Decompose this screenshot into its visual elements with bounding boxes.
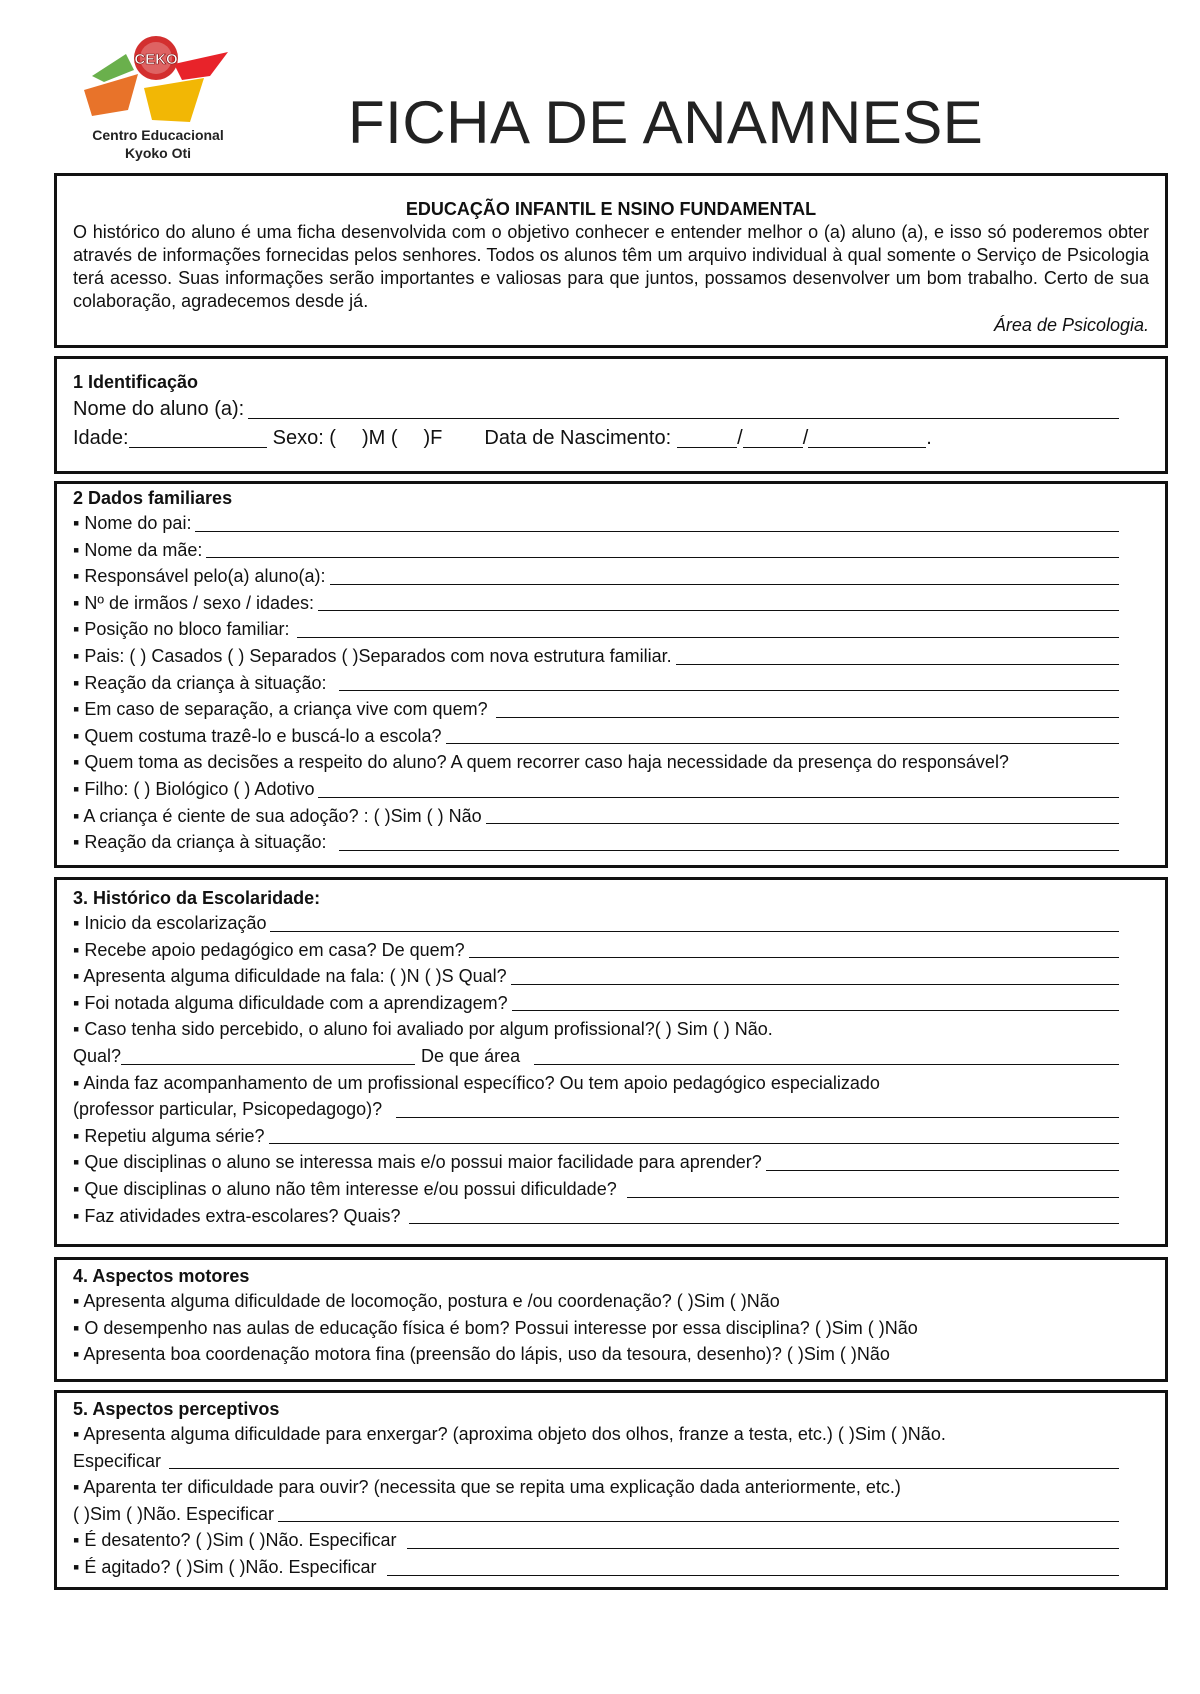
svg-text:CEKO: CEKO (134, 51, 178, 68)
answer-field[interactable] (396, 1099, 1119, 1118)
intro-text: O histórico do aluno é uma ficha desenvolvida com o objetivo conhecer e entender melhor o (a) aluno (a), e isso só poderemos obter através de informações fornecidas pelos senhores. Todos os alunos têm um arquivo individual à qual somente o Serviço de Psicologia terá acesso. Suas informações serão importantes e valiosas para que juntos, possamos desenvolver um bom trabalho. Certo de sua colaboração, agradecemos desde já. (73, 222, 1149, 311)
list-item: ▪ Nome do pai: (73, 510, 1119, 537)
section-aspectos-perceptivos (54, 1390, 1168, 1590)
sexo-label: Sexo: ( (272, 427, 336, 449)
nascimento-label: Data de Nascimento: (484, 427, 672, 449)
answer-field[interactable] (339, 832, 1119, 851)
date-separator: / (737, 427, 743, 449)
answer-field[interactable] (512, 992, 1119, 1011)
list-item: ▪ Apresenta alguma dificuldade para enxergar? (aproxima objeto dos olhos, franze a testa, etc.) ( )Sim ( )Não. (73, 1424, 946, 1444)
list-item: ▪ Reação da criança à situação: (73, 829, 1119, 856)
list-item: ( )Sim ( )Não. Especificar (73, 1501, 1119, 1528)
list-item: ▪ Pais: ( ) Casados ( ) Separados ( )Separados com nova estrutura familiar. (73, 643, 1119, 670)
answer-field[interactable] (407, 1530, 1120, 1549)
list-item: ▪ Em caso de separação, a criança vive com quem? (73, 696, 1119, 723)
answer-field[interactable] (469, 939, 1119, 958)
date-end: . (926, 427, 932, 449)
familiares-list (73, 510, 1149, 856)
answer-field[interactable] (330, 566, 1119, 585)
section-dados-familiares (54, 481, 1168, 868)
date-separator: / (802, 427, 809, 449)
intro-box (54, 173, 1168, 348)
list-item: ▪ Apresenta alguma dificuldade na fala: ( )N ( )S Qual? (73, 963, 1119, 990)
answer-field[interactable] (195, 513, 1119, 532)
nome-row (73, 395, 1119, 424)
list-item: ▪ Quem toma as decisões a respeito do aluno? A quem recorrer caso haja necessidade da presença do responsável? (73, 752, 1009, 773)
answer-field[interactable] (318, 592, 1119, 611)
list-item: ▪ Que disciplinas o aluno se interessa mais e/o possui maior facilidade para aprender? (73, 1149, 1119, 1176)
list-item: ▪ Apresenta alguma dificuldade de locomoção, postura e /ou coordenação? ( )Sim ( )Não (73, 1291, 780, 1311)
answer-field[interactable] (169, 1450, 1119, 1469)
school-logo (78, 30, 238, 170)
idade-row (73, 424, 1119, 453)
nome-field[interactable] (248, 400, 1119, 419)
list-item: ▪ A criança é ciente de sua adoção? : ( )Sim ( ) Não (73, 803, 1119, 830)
logo-mark-icon (78, 30, 238, 130)
list-item: ▪ Foi notada alguma dificuldade com a aprendizagem? (73, 990, 1119, 1017)
list-item: ▪ Repetiu alguma série? (73, 1123, 1119, 1150)
nascimento-ano-field[interactable] (808, 429, 926, 448)
list-item: ▪ Inicio da escolarização (73, 910, 1119, 937)
qual-field[interactable] (121, 1046, 415, 1065)
list-item: Especificar (73, 1448, 1119, 1475)
idade-label: Idade: (73, 427, 129, 449)
nome-label: Nome do aluno (a): (73, 398, 245, 420)
nascimento-mes-field[interactable] (743, 429, 803, 448)
section-aspectos-motores (54, 1257, 1168, 1382)
logo-line-1: Centro Educacional (92, 127, 224, 143)
section-escolaridade (54, 877, 1168, 1247)
list-item: (professor particular, Psicopedagogo)? (73, 1096, 1119, 1123)
list-item: ▪ Caso tenha sido percebido, o aluno foi avaliado por algum profissional?( ) Sim ( ) Não. (73, 1019, 773, 1040)
list-item: ▪ Faz atividades extra-escolares? Quais? (73, 1203, 1119, 1230)
answer-field[interactable] (676, 646, 1119, 665)
sexo-f-label: )F (423, 427, 443, 449)
sexo-m-label: )M ( (361, 427, 398, 449)
answer-field[interactable] (766, 1152, 1119, 1171)
intro-signature: Área de Psicologia. (993, 315, 1149, 335)
idade-field[interactable] (129, 429, 267, 448)
answer-field[interactable] (496, 699, 1119, 718)
page-title: FICHA DE ANAMNESE (348, 89, 984, 156)
section-title: 1 Identificação (73, 372, 199, 392)
list-item: ▪ Quem costuma trazê-lo e buscá-lo a escola? (73, 723, 1119, 750)
answer-field[interactable] (627, 1179, 1119, 1198)
section-title: 5. Aspectos perceptivos (73, 1399, 280, 1419)
answer-field[interactable] (269, 1125, 1120, 1144)
list-item: ▪ Apresenta boa coordenação motora fina (preensão do lápis, uso da tesoura, desenho)? ( )Sim ( )Não (73, 1344, 890, 1365)
answer-field[interactable] (297, 619, 1119, 638)
section-title: 4. Aspectos motores (73, 1266, 250, 1286)
answer-field[interactable] (387, 1557, 1120, 1576)
list-item: ▪ Nº de irmãos / sexo / idades: (73, 590, 1119, 617)
list-item: ▪ Aparenta ter dificuldade para ouvir? (necessita que se repita uma explicação dada anteriormente, etc.) (73, 1477, 901, 1498)
list-item: ▪ Que disciplinas o aluno não têm interesse e/ou possui dificuldade? (73, 1176, 1119, 1203)
list-item: ▪ Filho: ( ) Biológico ( ) Adotivo (73, 776, 1119, 803)
list-item: ▪ O desempenho nas aulas de educação física é bom? Possui interesse por essa disciplina? ( )Sim ( )Não (73, 1317, 918, 1338)
answer-field[interactable] (270, 913, 1119, 932)
logo-line-2: Kyoko Oti (124, 145, 192, 161)
list-item: ▪ Ainda faz acompanhamento de um profissional específico? Ou tem apoio pedagógico especializado (73, 1072, 880, 1093)
list-item: ▪ Reação da criança à situação: (73, 670, 1119, 697)
answer-field[interactable] (318, 779, 1119, 798)
answer-field[interactable] (206, 539, 1119, 558)
intro-heading: EDUCAÇÃO INFANTIL E NSINO FUNDAMENTAL (405, 199, 817, 219)
answer-field[interactable] (278, 1503, 1119, 1522)
list-item: ▪ É agitado? ( )Sim ( )Não. Especificar (73, 1554, 1119, 1581)
nascimento-dia-field[interactable] (677, 429, 737, 448)
list-item: ▪ É desatento? ( )Sim ( )Não. Especificar (73, 1527, 1119, 1554)
answer-field[interactable] (486, 805, 1119, 824)
list-item: Qual? De que área (73, 1043, 1119, 1070)
answer-field[interactable] (339, 672, 1119, 691)
section-title: 3. Histórico da Escolaridade: (73, 888, 321, 908)
answer-field[interactable] (446, 725, 1119, 744)
list-item: ▪ Posição no bloco familiar: (73, 616, 1119, 643)
list-item: ▪ Responsável pelo(a) aluno(a): (73, 563, 1119, 590)
list-item: ▪ Nome da mãe: (73, 537, 1119, 564)
area-field[interactable] (534, 1046, 1119, 1065)
section-identificacao (54, 356, 1168, 474)
answer-field[interactable] (511, 966, 1119, 985)
list-item: ▪ Recebe apoio pedagógico em casa? De quem? (73, 937, 1119, 964)
answer-field[interactable] (409, 1205, 1119, 1224)
section-title: 2 Dados familiares (73, 488, 233, 508)
